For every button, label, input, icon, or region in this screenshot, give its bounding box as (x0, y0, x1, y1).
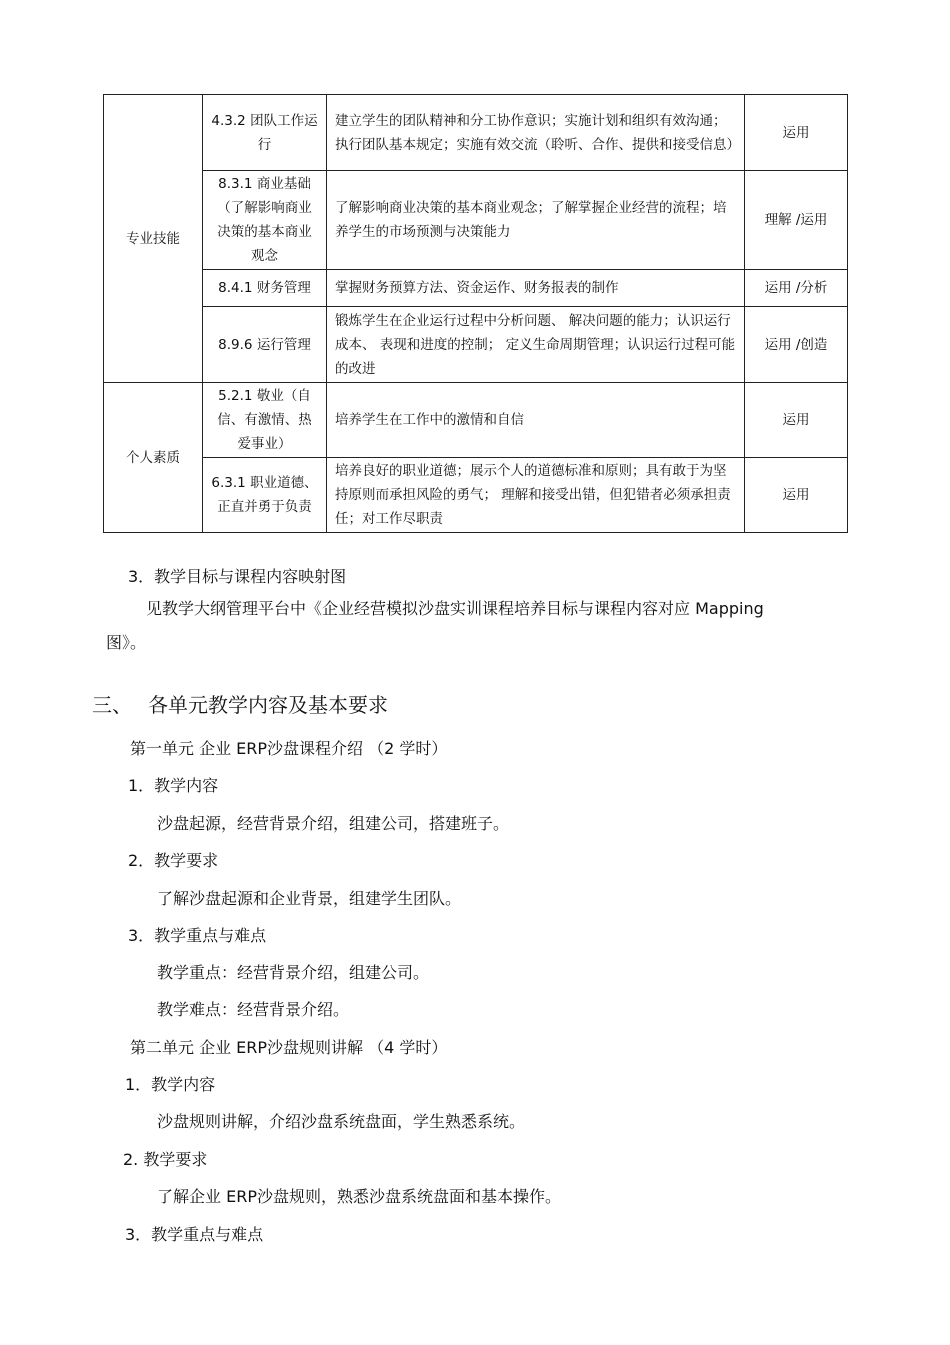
subheading: 3．教学重点与难点 (128, 926, 267, 945)
table-row (104, 270, 848, 307)
desc-cell: 培养良好的职业道德；展示个人的道德标准和原则；具有敢于为坚持原则而承担风险的勇气； 理解和接受出错，但犯错者必须承担责任；对工作尽职责 (327, 458, 745, 533)
table-row (104, 458, 848, 533)
paragraph: 教学难点：经营背景介绍。 (157, 1000, 350, 1019)
paragraph: 了解企业 ERP沙盘规则，熟悉沙盘系统盘面和基本操作。 (157, 1187, 561, 1206)
item-cell: 8.3.1 商业基础（了解影响商业决策的基本商业观念 (203, 171, 327, 270)
item-cell: 5.2.1 敬业（自信、有激情、热爱事业） (203, 383, 327, 458)
unit-title: 第二单元 企业 ERP沙盘规则讲解 （4 学时） (130, 1038, 448, 1057)
section-heading (92, 689, 388, 718)
paragraph: 沙盘起源，经营背景介绍，组建公司，搭建班子。 (157, 814, 510, 833)
subheading: 3．教学重点与难点 (125, 1225, 264, 1244)
subheading: 2．教学要求 (128, 851, 219, 870)
table-row (104, 95, 848, 171)
category-cell: 专业技能 (104, 95, 203, 383)
mapping-text: 见教学大纲管理平台中《企业经营模拟沙盘实训课程培养目标与课程内容对应 Mapping 图》。 (106, 599, 764, 652)
mapping-heading: 3．教学目标与课程内容映射图 (128, 567, 347, 586)
objectives-table (103, 94, 848, 533)
paragraph: 了解沙盘起源和企业背景，组建学生团队。 (157, 889, 462, 908)
table-row (104, 307, 848, 383)
item-cell: 4.3.2 团队工作运行 (203, 95, 327, 171)
level-cell: 运用 /分析 (745, 270, 848, 307)
mapping-paragraph (106, 592, 806, 660)
paragraph: 沙盘规则讲解，介绍沙盘系统盘面，学生熟悉系统。 (157, 1112, 526, 1131)
desc-cell: 建立学生的团队精神和分工协作意识；实施计划和组织有效沟通；执行团队基本规定；实施有效交流（聆听、合作、提供和接受信息） (327, 95, 745, 171)
subheading: 1．教学内容 (128, 776, 219, 795)
desc-cell: 培养学生在工作中的激情和自信 (327, 383, 745, 458)
level-cell: 运用 (745, 458, 848, 533)
desc-cell: 锻炼学生在企业运行过程中分析问题、 解决问题的能力；认识运行成本、 表现和进度的控制； 定义生命周期管理；认识运行过程可能的改进 (327, 307, 745, 383)
section-number: 三、 (92, 693, 132, 717)
category-cell: 个人素质 (104, 383, 203, 533)
paragraph: 教学重点：经营背景介绍，组建公司。 (157, 963, 430, 982)
desc-cell: 了解影响商业决策的基本商业观念；了解掌握企业经营的流程；培养学生的市场预测与决策能力 (327, 171, 745, 270)
subheading: 1．教学内容 (125, 1075, 216, 1094)
desc-cell: 掌握财务预算方法、资金运作、财务报表的制作 (327, 270, 745, 307)
item-cell: 8.4.1 财务管理 (203, 270, 327, 307)
level-cell: 运用 /创造 (745, 307, 848, 383)
subheading: 2. 教学要求 (123, 1150, 208, 1169)
table-row (104, 383, 848, 458)
table-row (104, 171, 848, 270)
unit-title: 第一单元 企业 ERP沙盘课程介绍 （2 学时） (130, 739, 448, 758)
item-cell: 8.9.6 运行管理 (203, 307, 327, 383)
level-cell: 运用 (745, 383, 848, 458)
level-cell: 运用 (745, 95, 848, 171)
item-cell: 6.3.1 职业道德、正直并勇于负责 (203, 458, 327, 533)
level-cell: 理解 /运用 (745, 171, 848, 270)
section-title: 各单元教学内容及基本要求 (148, 693, 388, 717)
